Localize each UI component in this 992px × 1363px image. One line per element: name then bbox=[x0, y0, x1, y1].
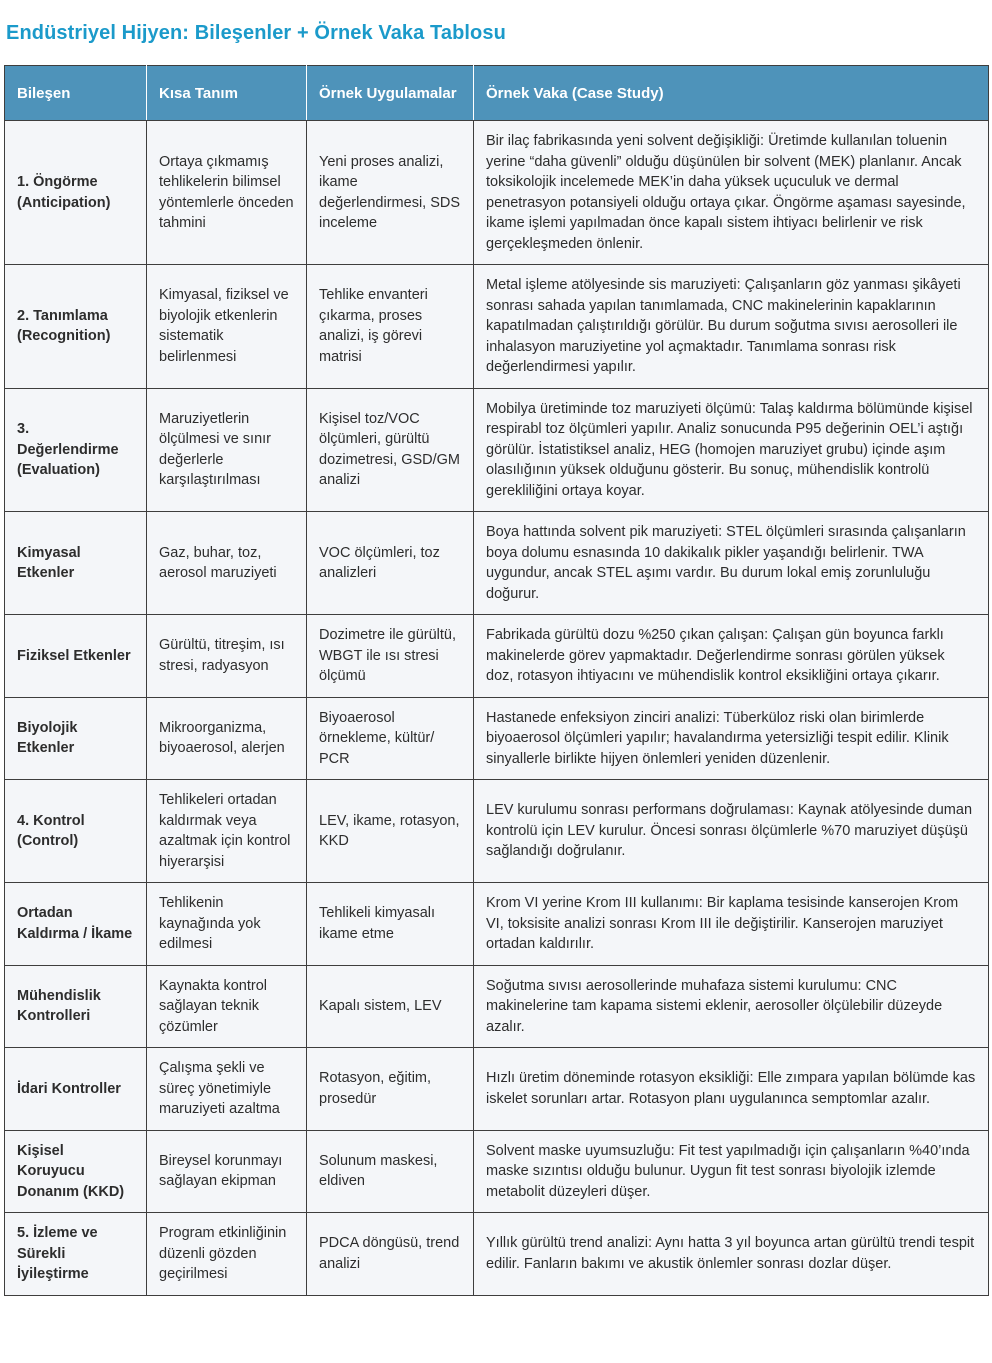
table-row bbox=[5, 965, 989, 1048]
cell-applications: LEV, ikame, rotasyon, KKD bbox=[307, 780, 474, 883]
page-title: Endüstriyel Hijyen: Bileşenler + Örnek Vaka Tablosu bbox=[6, 22, 506, 44]
cell-case-study: Solvent maske uyumsuzluğu: Fit test yapılmadığı için çalışanların %40’ında maske sızıntısı olduğu bulunur. Uygun fit test sonrası biyolojik izlemde metabolit düzeyleri düşer. bbox=[474, 1130, 989, 1213]
cell-applications: Tehlikeli kimyasalı ikame etme bbox=[307, 883, 474, 966]
cell-component: Ortadan Kaldırma / İkame bbox=[5, 883, 147, 966]
cell-definition: Kimyasal, fiziksel ve biyolojik etkenlerin sistematik belirlenmesi bbox=[147, 265, 307, 389]
cell-definition: Ortaya çıkmamış tehlikelerin bilimsel yöntemlerle önceden tahmini bbox=[147, 121, 307, 265]
table-row bbox=[5, 1213, 989, 1296]
cell-definition: Çalışma şekli ve süreç yönetimiyle maruziyeti azaltma bbox=[147, 1048, 307, 1131]
header-cell-bilesen: Bileşen bbox=[5, 66, 147, 121]
cell-case-study: Soğutma sıvısı aerosollerinde muhafaza sistemi kurulumu: CNC makinelerine tam kapama sistemi eklenir, aerosoller ölçülebilir düzeyde azalır. bbox=[474, 965, 989, 1048]
table-row bbox=[5, 615, 989, 698]
table-header bbox=[5, 66, 989, 121]
cell-applications: Kapalı sistem, LEV bbox=[307, 965, 474, 1048]
cell-case-study: Krom VI yerine Krom III kullanımı: Bir kaplama tesisinde kanserojen Krom VI, toksisite analizi sonrası Krom III ile değiştirilir. Kanserojen maruziyet ortadan kaldırılır. bbox=[474, 883, 989, 966]
cell-component: 4. Kontrol (Control) bbox=[5, 780, 147, 883]
table-row bbox=[5, 388, 989, 512]
table-row bbox=[5, 780, 989, 883]
header-cell-kisa-tanim: Kısa Tanım bbox=[147, 66, 307, 121]
cell-applications: Kişisel toz/VOC ölçümleri, gürültü dozimetresi, GSD/GM analizi bbox=[307, 388, 474, 512]
table-header-row bbox=[5, 66, 989, 121]
cell-applications: Yeni proses analizi, ikame değerlendirmesi, SDS inceleme bbox=[307, 121, 474, 265]
table-row bbox=[5, 265, 989, 389]
cell-definition: Tehlikeleri ortadan kaldırmak veya azaltmak için kontrol hiyerarşisi bbox=[147, 780, 307, 883]
cell-definition: Gürültü, titreşim, ısı stresi, radyasyon bbox=[147, 615, 307, 698]
cell-component: Kimyasal Etkenler bbox=[5, 512, 147, 615]
cell-component: 2. Tanımlama (Recognition) bbox=[5, 265, 147, 389]
cell-component: Fiziksel Etkenler bbox=[5, 615, 147, 698]
cell-component: Kişisel Koruyucu Donanım (KKD) bbox=[5, 1130, 147, 1213]
cell-applications: Tehlike envanteri çıkarma, proses analizi, iş görevi matrisi bbox=[307, 265, 474, 389]
case-study-table bbox=[4, 65, 989, 1296]
cell-case-study: Yıllık gürültü trend analizi: Aynı hatta 3 yıl boyunca artan gürültü trendi tespit edilir. Fanların bakımı ve akustik önlemler sonrası dozlar düşer. bbox=[474, 1213, 989, 1296]
cell-component: Biyolojik Etkenler bbox=[5, 697, 147, 780]
cell-definition: Kaynakta kontrol sağlayan teknik çözümler bbox=[147, 965, 307, 1048]
cell-applications: Dozimetre ile gürültü, WBGT ile ısı stresi ölçümü bbox=[307, 615, 474, 698]
cell-definition: Gaz, buhar, toz, aerosol maruziyeti bbox=[147, 512, 307, 615]
cell-definition: Program etkinliğinin düzenli gözden geçirilmesi bbox=[147, 1213, 307, 1296]
cell-case-study: Fabrikada gürültü dozu %250 çıkan çalışan: Çalışan gün boyunca farklı makinelerde görev yapmaktadır. Değerlendirme sonrası görülen yüksek doz, rotasyon ihtiyacını ve mühendislik kontrol eksikliğini ortaya çıkarır. bbox=[474, 615, 989, 698]
cell-case-study: Bir ilaç fabrikasında yeni solvent değişikliği: Üretimde kullanılan toluenin yerine “daha güvenli” olduğu düşünülen bir solvent (MEK) planlanır. Ancak toksikolojik incelemede MEK’in daha yüksek uçuculuk ve dermal penetrasyon potansiyeli olduğu ortaya çıkar. Öngörme aşaması sayesinde, ikame işlemi yapılmadan önce kapalı sistem ihtiyacı belirlenir ve risk gerçekleşmeden önlenir. bbox=[474, 121, 989, 265]
table-row bbox=[5, 1048, 989, 1131]
cell-case-study: Mobilya üretiminde toz maruziyeti ölçümü: Talaş kaldırma bölümünde kişisel respirabl toz ölçümleri yapılır. Analiz sonucunda P95 değerinin OEL’i aştığı görülür. İstatistiksel analiz, HEG (homojen maruziyet grubu) içinde aşım olasılığının yüksek olduğunu gösterir. Bu sonuç, mühendislik kontrolü gerekliliğini ortaya koyar. bbox=[474, 388, 989, 512]
cell-case-study: Hızlı üretim döneminde rotasyon eksikliği: Elle zımpara yapılan bölümde kas iskelet sorunları artar. Rotasyon planı uygulanınca semptomlar azalır. bbox=[474, 1048, 989, 1131]
cell-component: Mühendislik Kontrolleri bbox=[5, 965, 147, 1048]
cell-component: 3. Değerlendirme (Evaluation) bbox=[5, 388, 147, 512]
cell-applications: PDCA döngüsü, trend analizi bbox=[307, 1213, 474, 1296]
header-cell-ornek-vaka: Örnek Vaka (Case Study) bbox=[474, 66, 989, 121]
table-row bbox=[5, 1130, 989, 1213]
cell-case-study: Metal işleme atölyesinde sis maruziyeti: Çalışanların göz yanması şikâyeti sonrası sahada yapılan tanımlamada, CNC makinelerinin kapaklarının kapatılmadan çalıştırıldığı görülür. Bu durum soğutma sıvısı aerosolleri ile inhalasyon maruziyetine yol açmaktadır. Tanımlama sonrası risk değerlendirmesi yapılır. bbox=[474, 265, 989, 389]
cell-applications: VOC ölçümleri, toz analizleri bbox=[307, 512, 474, 615]
cell-component: 1. Öngörme (Anticipation) bbox=[5, 121, 147, 265]
cell-component: İdari Kontroller bbox=[5, 1048, 147, 1131]
cell-definition: Maruziyetlerin ölçülmesi ve sınır değerlerle karşılaştırılması bbox=[147, 388, 307, 512]
cell-applications: Rotasyon, eğitim, prosedür bbox=[307, 1048, 474, 1131]
cell-case-study: LEV kurulumu sonrası performans doğrulaması: Kaynak atölyesinde duman kontrolü için LEV kurulur. Öncesi sonrası ölçümlerle %70 maruziyet düşüşü sağlandığı doğrulanır. bbox=[474, 780, 989, 883]
table-row bbox=[5, 121, 989, 265]
header-cell-ornek-uygulamalar: Örnek Uygulamalar bbox=[307, 66, 474, 121]
table-row bbox=[5, 883, 989, 966]
cell-case-study: Boya hattında solvent pik maruziyeti: STEL ölçümleri sırasında çalışanların boya dolumu esnasında 10 dakikalık pikler yaşandığı belirlenir. TWA uygundur, ancak STEL aşımı vardır. Bu durum lokal emiş zorunluluğu doğurur. bbox=[474, 512, 989, 615]
table-row bbox=[5, 697, 989, 780]
table-row bbox=[5, 512, 989, 615]
table-body bbox=[5, 121, 989, 1296]
cell-applications: Biyoaerosol örnekleme, kültür/ PCR bbox=[307, 697, 474, 780]
cell-component: 5. İzleme ve Sürekli İyileştirme bbox=[5, 1213, 147, 1296]
cell-definition: Bireysel korunmayı sağlayan ekipman bbox=[147, 1130, 307, 1213]
cell-case-study: Hastanede enfeksiyon zinciri analizi: Tüberküloz riski olan birimlerde biyoaerosol ölçümleri yapılır; havalandırma yetersizliği tespit edilir. Klinik sinyallerle birlikte hijyen önlemleri yeniden düzenlenir. bbox=[474, 697, 989, 780]
cell-applications: Solunum maskesi, eldiven bbox=[307, 1130, 474, 1213]
cell-definition: Mikroorganizma, biyoaerosol, alerjen bbox=[147, 697, 307, 780]
cell-definition: Tehlikenin kaynağında yok edilmesi bbox=[147, 883, 307, 966]
